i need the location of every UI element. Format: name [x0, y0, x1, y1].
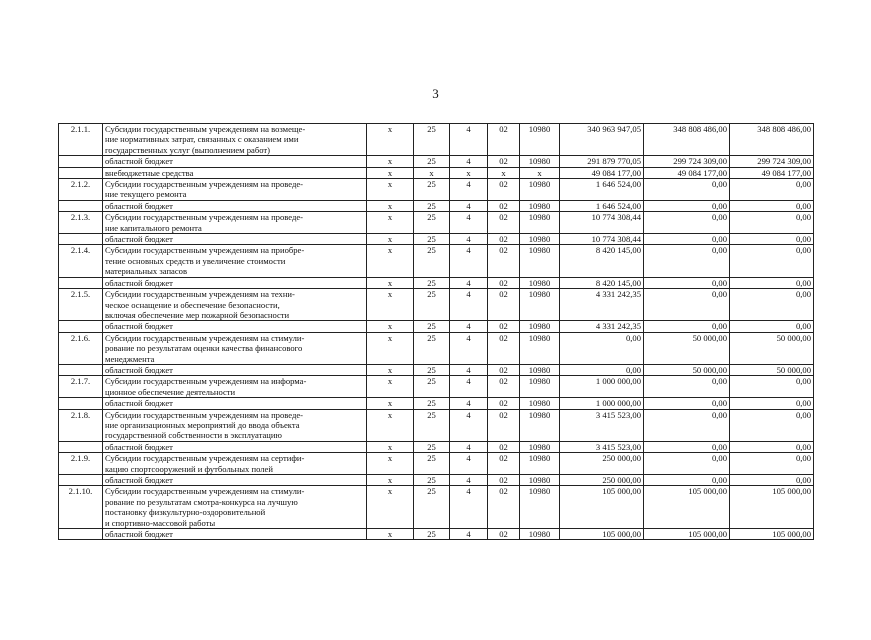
table-subrow [59, 156, 814, 167]
cell-c5: 10980 [520, 486, 560, 529]
cell-c4: 02 [488, 475, 520, 486]
cell-value-3: 0,00 [730, 277, 814, 288]
cell-c5: 10980 [520, 441, 560, 452]
cell-value-3: 0,00 [730, 376, 814, 398]
cell-value-2: 50 000,00 [644, 332, 730, 364]
cell-c5: 10980 [520, 364, 560, 375]
row-code [59, 529, 103, 540]
row-code: 2.1.3. [59, 212, 103, 234]
cell-value-2: 0,00 [644, 245, 730, 277]
row-name: областной бюджет [103, 398, 367, 409]
cell-value-1: 250 000,00 [560, 453, 644, 475]
cell-c4: 02 [488, 277, 520, 288]
cell-c2: 25 [414, 364, 450, 375]
cell-c3: 4 [450, 212, 488, 234]
row-name: Субсидии государственным учреждениям на техни- ческое оснащение и обеспечение безопасности, включая обеспечение мер пожарной безопасности [103, 289, 367, 321]
cell-c4: 02 [488, 453, 520, 475]
cell-c2: 25 [414, 212, 450, 234]
table-subrow [59, 364, 814, 375]
cell-c3: 4 [450, 156, 488, 167]
cell-value-1: 8 420 145,00 [560, 245, 644, 277]
cell-value-2: 0,00 [644, 376, 730, 398]
row-code [59, 441, 103, 452]
row-name: Субсидии государственным учреждениям на стимули- рование по результатам оценки качества финансового менеджмента [103, 332, 367, 364]
cell-c5: 10980 [520, 245, 560, 277]
table-subrow [59, 398, 814, 409]
table-row [59, 376, 814, 398]
cell-value-1: 0,00 [560, 332, 644, 364]
cell-c2: 25 [414, 475, 450, 486]
cell-c5: 10980 [520, 475, 560, 486]
cell-c3: 4 [450, 245, 488, 277]
table-subrow [59, 234, 814, 245]
cell-c4: 02 [488, 156, 520, 167]
row-code: 2.1.2. [59, 179, 103, 201]
row-name: областной бюджет [103, 441, 367, 452]
cell-c4: 02 [488, 364, 520, 375]
cell-c4: 02 [488, 212, 520, 234]
cell-c5: 10980 [520, 179, 560, 201]
row-name: областной бюджет [103, 529, 367, 540]
table-row [59, 409, 814, 441]
cell-value-1: 1 000 000,00 [560, 398, 644, 409]
cell-c1: x [367, 409, 414, 441]
cell-c3: 4 [450, 409, 488, 441]
row-name: Субсидии государственным учреждениям на приобре- тение основных средств и увеличение стоимости материальных запасов [103, 245, 367, 277]
cell-value-2: 0,00 [644, 453, 730, 475]
cell-value-2: 348 808 486,00 [644, 124, 730, 156]
row-code: 2.1.5. [59, 289, 103, 321]
cell-value-2: 0,00 [644, 212, 730, 234]
budget-table [58, 123, 814, 540]
table-subrow [59, 200, 814, 211]
cell-c2: 25 [414, 321, 450, 332]
cell-value-3: 0,00 [730, 398, 814, 409]
cell-c3: 4 [450, 486, 488, 529]
cell-value-2: 0,00 [644, 441, 730, 452]
cell-c1: x [367, 156, 414, 167]
cell-c4: 02 [488, 486, 520, 529]
row-name: областной бюджет [103, 277, 367, 288]
cell-c5: 10980 [520, 156, 560, 167]
cell-c1: x [367, 289, 414, 321]
cell-value-3: 0,00 [730, 212, 814, 234]
row-code: 2.1.1. [59, 124, 103, 156]
row-code [59, 398, 103, 409]
cell-value-2: 299 724 309,00 [644, 156, 730, 167]
row-code [59, 156, 103, 167]
row-name: областной бюджет [103, 200, 367, 211]
row-name: Субсидии государственным учреждениям на проведе- ние капитального ремонта [103, 212, 367, 234]
cell-c3: 4 [450, 398, 488, 409]
row-code: 2.1.7. [59, 376, 103, 398]
cell-c3: 4 [450, 179, 488, 201]
cell-value-3: 348 808 486,00 [730, 124, 814, 156]
cell-value-3: 49 084 177,00 [730, 167, 814, 178]
table-body [59, 124, 814, 540]
cell-value-2: 0,00 [644, 289, 730, 321]
cell-c5: 10980 [520, 409, 560, 441]
cell-value-1: 0,00 [560, 364, 644, 375]
cell-value-2: 0,00 [644, 234, 730, 245]
cell-c4: 02 [488, 398, 520, 409]
cell-c2: 25 [414, 234, 450, 245]
cell-value-1: 105 000,00 [560, 529, 644, 540]
table-row [59, 179, 814, 201]
cell-value-2: 50 000,00 [644, 364, 730, 375]
cell-c5: x [520, 167, 560, 178]
cell-value-2: 0,00 [644, 179, 730, 201]
page-number: 3 [432, 86, 439, 101]
cell-value-1: 340 963 947,05 [560, 124, 644, 156]
row-code: 2.1.4. [59, 245, 103, 277]
cell-value-1: 1 646 524,00 [560, 200, 644, 211]
cell-value-3: 105 000,00 [730, 529, 814, 540]
row-name: Субсидии государственным учреждениям на проведе- ние текущего ремонта [103, 179, 367, 201]
cell-value-2: 49 084 177,00 [644, 167, 730, 178]
row-name: областной бюджет [103, 475, 367, 486]
cell-value-3: 0,00 [730, 200, 814, 211]
cell-c2: 25 [414, 124, 450, 156]
table-row [59, 289, 814, 321]
cell-c3: 4 [450, 200, 488, 211]
cell-c4: 02 [488, 200, 520, 211]
table-row [59, 245, 814, 277]
cell-value-3: 105 000,00 [730, 486, 814, 529]
cell-c1: x [367, 376, 414, 398]
cell-c5: 10980 [520, 124, 560, 156]
cell-c3: 4 [450, 364, 488, 375]
cell-value-3: 0,00 [730, 453, 814, 475]
cell-c4: 02 [488, 332, 520, 364]
cell-value-3: 50 000,00 [730, 364, 814, 375]
cell-c1: x [367, 364, 414, 375]
cell-value-1: 49 084 177,00 [560, 167, 644, 178]
row-code: 2.1.6. [59, 332, 103, 364]
cell-c3: 4 [450, 124, 488, 156]
cell-c1: x [367, 124, 414, 156]
cell-c5: 10980 [520, 376, 560, 398]
cell-c1: x [367, 332, 414, 364]
cell-c3: 4 [450, 234, 488, 245]
cell-c5: 10980 [520, 398, 560, 409]
cell-c2: 25 [414, 156, 450, 167]
cell-value-3: 0,00 [730, 409, 814, 441]
cell-c1: x [367, 398, 414, 409]
row-code [59, 321, 103, 332]
cell-c4: 02 [488, 376, 520, 398]
cell-c5: 10980 [520, 212, 560, 234]
table-row [59, 453, 814, 475]
cell-value-3: 0,00 [730, 441, 814, 452]
cell-c3: 4 [450, 321, 488, 332]
row-code: 2.1.10. [59, 486, 103, 529]
cell-value-1: 4 331 242,35 [560, 289, 644, 321]
cell-value-3: 0,00 [730, 234, 814, 245]
row-name: Субсидии государственным учреждениям на проведе- ние организационных мероприятий до ввода объекта государственной собственности в эксплуатацию [103, 409, 367, 441]
cell-value-2: 105 000,00 [644, 529, 730, 540]
row-code: 2.1.8. [59, 409, 103, 441]
cell-c4: 02 [488, 441, 520, 452]
cell-c1: x [367, 321, 414, 332]
cell-value-2: 105 000,00 [644, 486, 730, 529]
cell-c2: 25 [414, 200, 450, 211]
cell-c2: 25 [414, 486, 450, 529]
row-name: внебюджетные средства [103, 167, 367, 178]
cell-c3: 4 [450, 277, 488, 288]
cell-c5: 10980 [520, 332, 560, 364]
row-name: областной бюджет [103, 321, 367, 332]
table-row [59, 124, 814, 156]
row-name: Субсидии государственным учреждениям на сертифи- кацию спортсооружений и футбольных полей [103, 453, 367, 475]
cell-value-2: 0,00 [644, 200, 730, 211]
table-subrow [59, 167, 814, 178]
cell-c3: 4 [450, 441, 488, 452]
cell-c5: 10980 [520, 200, 560, 211]
cell-c2: x [414, 167, 450, 178]
cell-c5: 10980 [520, 289, 560, 321]
row-name: областной бюджет [103, 234, 367, 245]
cell-c1: x [367, 167, 414, 178]
cell-value-1: 1 646 524,00 [560, 179, 644, 201]
cell-c2: 25 [414, 409, 450, 441]
row-name: областной бюджет [103, 364, 367, 375]
cell-c2: 25 [414, 277, 450, 288]
cell-c5: 10980 [520, 234, 560, 245]
table-row [59, 212, 814, 234]
cell-value-2: 0,00 [644, 409, 730, 441]
cell-c4: 02 [488, 529, 520, 540]
table-row [59, 332, 814, 364]
cell-c4: 02 [488, 245, 520, 277]
cell-c2: 25 [414, 332, 450, 364]
cell-c1: x [367, 234, 414, 245]
table-subrow [59, 529, 814, 540]
cell-value-2: 0,00 [644, 277, 730, 288]
cell-c1: x [367, 486, 414, 529]
cell-c2: 25 [414, 376, 450, 398]
cell-value-1: 250 000,00 [560, 475, 644, 486]
cell-value-1: 10 774 308,44 [560, 212, 644, 234]
row-name: Субсидии государственным учреждениям на возмеще- ние нормативных затрат, связанных с оказанием ими государственных услуг (выполнением работ) [103, 124, 367, 156]
cell-c2: 25 [414, 398, 450, 409]
cell-value-3: 0,00 [730, 289, 814, 321]
cell-c2: 25 [414, 441, 450, 452]
cell-c5: 10980 [520, 321, 560, 332]
cell-value-3: 50 000,00 [730, 332, 814, 364]
table-subrow [59, 277, 814, 288]
cell-c2: 25 [414, 453, 450, 475]
cell-c2: 25 [414, 529, 450, 540]
cell-c2: 25 [414, 289, 450, 321]
cell-value-2: 0,00 [644, 321, 730, 332]
cell-c3: 4 [450, 376, 488, 398]
cell-value-3: 0,00 [730, 321, 814, 332]
cell-value-3: 0,00 [730, 475, 814, 486]
row-code: 2.1.9. [59, 453, 103, 475]
cell-c1: x [367, 529, 414, 540]
row-name: областной бюджет [103, 156, 367, 167]
cell-c1: x [367, 200, 414, 211]
cell-c1: x [367, 245, 414, 277]
cell-value-2: 0,00 [644, 475, 730, 486]
row-code [59, 167, 103, 178]
cell-value-1: 4 331 242,35 [560, 321, 644, 332]
cell-c3: 4 [450, 332, 488, 364]
row-code [59, 200, 103, 211]
cell-c3: 4 [450, 475, 488, 486]
cell-value-3: 0,00 [730, 245, 814, 277]
cell-c4: 02 [488, 234, 520, 245]
cell-value-1: 3 415 523,00 [560, 409, 644, 441]
row-code [59, 475, 103, 486]
row-code [59, 234, 103, 245]
cell-value-3: 299 724 309,00 [730, 156, 814, 167]
cell-value-1: 10 774 308,44 [560, 234, 644, 245]
cell-c2: 25 [414, 245, 450, 277]
row-name: Субсидии государственным учреждениям на информа- ционное обеспечение деятельности [103, 376, 367, 398]
cell-c3: 4 [450, 453, 488, 475]
cell-c4: 02 [488, 289, 520, 321]
cell-c3: 4 [450, 289, 488, 321]
cell-c4: 02 [488, 321, 520, 332]
cell-c5: 10980 [520, 277, 560, 288]
cell-c1: x [367, 212, 414, 234]
cell-c4: x [488, 167, 520, 178]
cell-value-1: 3 415 523,00 [560, 441, 644, 452]
cell-value-1: 8 420 145,00 [560, 277, 644, 288]
cell-value-2: 0,00 [644, 398, 730, 409]
cell-value-1: 105 000,00 [560, 486, 644, 529]
cell-c2: 25 [414, 179, 450, 201]
table-subrow [59, 441, 814, 452]
table-row [59, 486, 814, 529]
cell-c1: x [367, 277, 414, 288]
row-code [59, 277, 103, 288]
cell-c1: x [367, 179, 414, 201]
cell-value-1: 1 000 000,00 [560, 376, 644, 398]
table-subrow [59, 321, 814, 332]
cell-c4: 02 [488, 124, 520, 156]
cell-c1: x [367, 441, 414, 452]
cell-c3: x [450, 167, 488, 178]
row-code [59, 364, 103, 375]
cell-c5: 10980 [520, 529, 560, 540]
row-name: Субсидии государственным учреждениям на стимули- рование по результатам смотра-конкурса на лучшую постановку физкультурно-оздоровительной и спортивно-массовой работы [103, 486, 367, 529]
cell-c5: 10980 [520, 453, 560, 475]
cell-c3: 4 [450, 529, 488, 540]
cell-c1: x [367, 453, 414, 475]
cell-value-3: 0,00 [730, 179, 814, 201]
cell-c4: 02 [488, 409, 520, 441]
cell-c4: 02 [488, 179, 520, 201]
cell-value-1: 291 879 770,05 [560, 156, 644, 167]
table-subrow [59, 475, 814, 486]
cell-c1: x [367, 475, 414, 486]
